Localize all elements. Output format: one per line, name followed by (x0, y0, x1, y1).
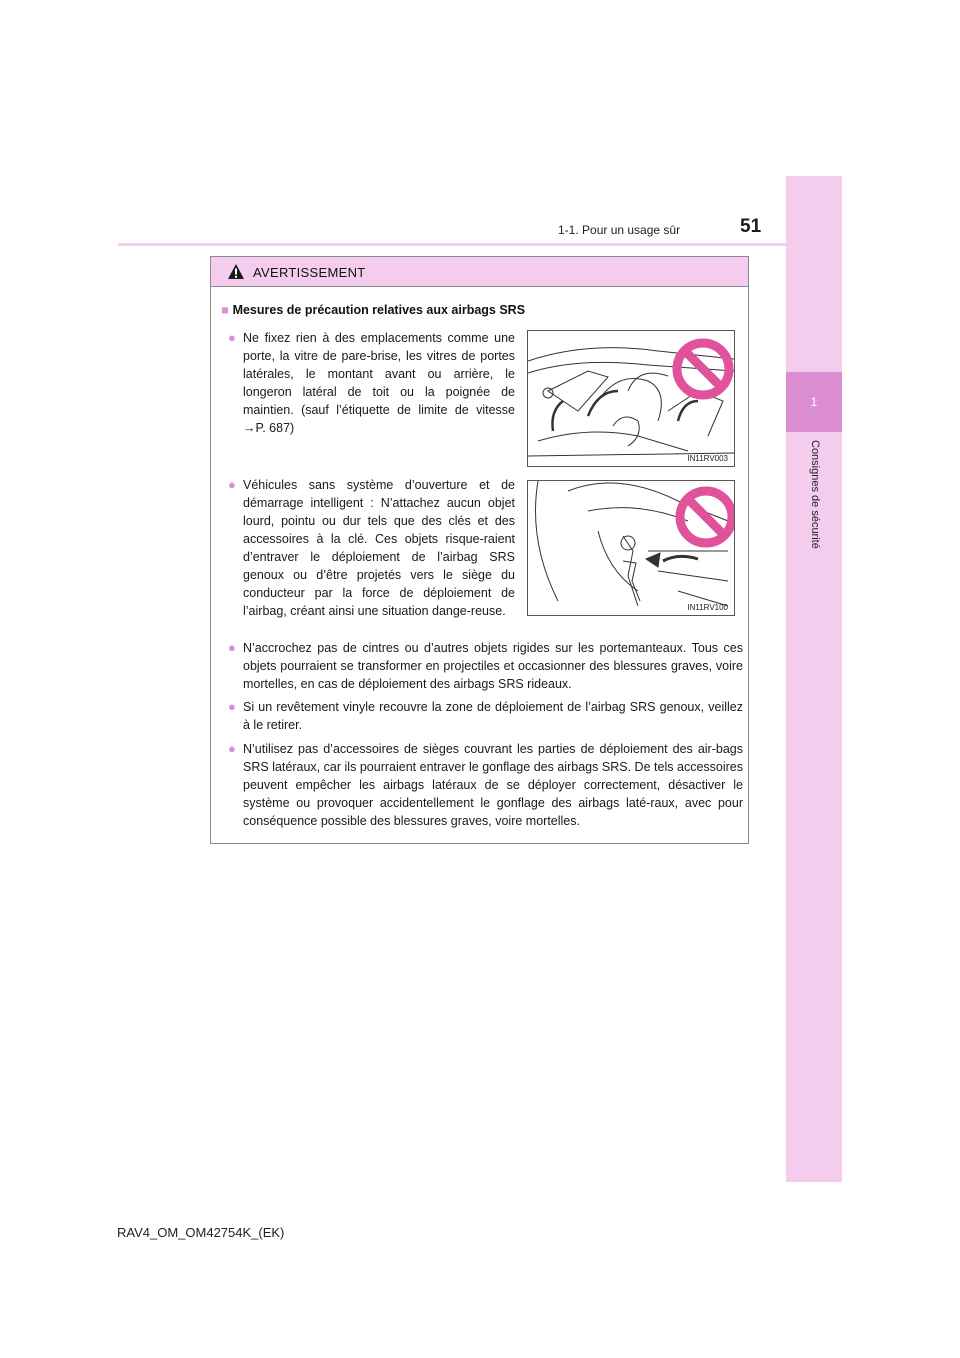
warning-title: AVERTISSEMENT (253, 265, 366, 280)
sub-heading (221, 303, 525, 317)
header-rule (118, 243, 786, 246)
document-code: RAV4_OM_OM42754K_(EK) (117, 1225, 285, 1240)
bullet-dot-icon: ● (228, 640, 236, 655)
figure-ignition-keys (527, 480, 735, 616)
bullet-dot-icon: ● (228, 741, 236, 756)
bullet-dot-icon: ● (228, 330, 236, 345)
section-title: 1-1. Pour un usage sûr (558, 223, 681, 237)
warning-header (211, 257, 748, 287)
figure-code: IN11RV100 (687, 603, 728, 612)
prohibition-icon (677, 343, 729, 395)
bullet-text: Ne fixez rien à des emplacements comme une porte, la vitre de pare-brise, les vitres de portes latérales, le montant avant ou arrière, le longeron latéral de toit ou la poignée de maintien. (sauf l’étiquette de limite de vitesse →P. 687) (243, 331, 515, 435)
bullet-text: Si un revêtement vinyle recouvre la zone de déploiement de l’airbag SRS genoux, veillez à le retirer. (243, 700, 743, 732)
bullet-item (228, 639, 743, 693)
car-interior-illustration (528, 331, 734, 466)
bullet-item (228, 476, 515, 620)
chapter-number: 1 (786, 372, 842, 432)
bullet-item (228, 698, 743, 734)
page-number: 51 (740, 216, 762, 237)
chapter-title: Consignes de sécurité (809, 440, 821, 549)
sub-heading-text: Mesures de précaution relatives aux airbags SRS (232, 303, 526, 317)
bullet-text: N’utilisez pas d’accessoires de sièges couvrant les parties de déploiement des air-bags SRS latéraux, car ils pourraient entraver le gonflage des airbags SRS. De tels accessoires peuvent empêcher les airbags latéraux de se déployer correctement, désactiver le système ou provoquer accidentellement le gonflage des airbags laté-raux, avec pour conséquence possible des blessures graves, voire mortelles. (243, 742, 743, 828)
bullet-dot-icon: ● (228, 477, 236, 492)
side-tab (786, 176, 842, 1182)
warning-box (210, 256, 749, 844)
bullet-text: Véhicules sans système d’ouverture et de démarrage intelligent : N’attachez aucun objet lourd, pointu ou dur tels que des clés et des accessoires à la clé. Ces objets risque-raient d’entraver le déploiement de l’airbag SRS genoux ou d’être projetés vers le siège du conducteur par la force de déploiement de l’airbag, créant ainsi une situation dange-reuse. (243, 478, 515, 618)
prohibition-icon (680, 491, 732, 543)
square-bullet-icon: ■ (221, 303, 229, 317)
figure-windshield (527, 330, 735, 467)
key-cylinder-illustration (528, 481, 734, 615)
bullet-text: N’accrochez pas de cintres ou d’autres objets rigides sur les portemanteaux. Tous ces objets pourraient se transformer en projectiles et occasionner des blessures graves, voire mortelles, en cas de déploiement des airbags SRS rideaux. (243, 641, 743, 691)
figure-code: IN11RV003 (687, 454, 728, 463)
warning-triangle-icon (227, 263, 245, 280)
bullet-dot-icon: ● (228, 699, 236, 714)
bullet-item (228, 329, 515, 437)
bullet-item (228, 740, 743, 830)
